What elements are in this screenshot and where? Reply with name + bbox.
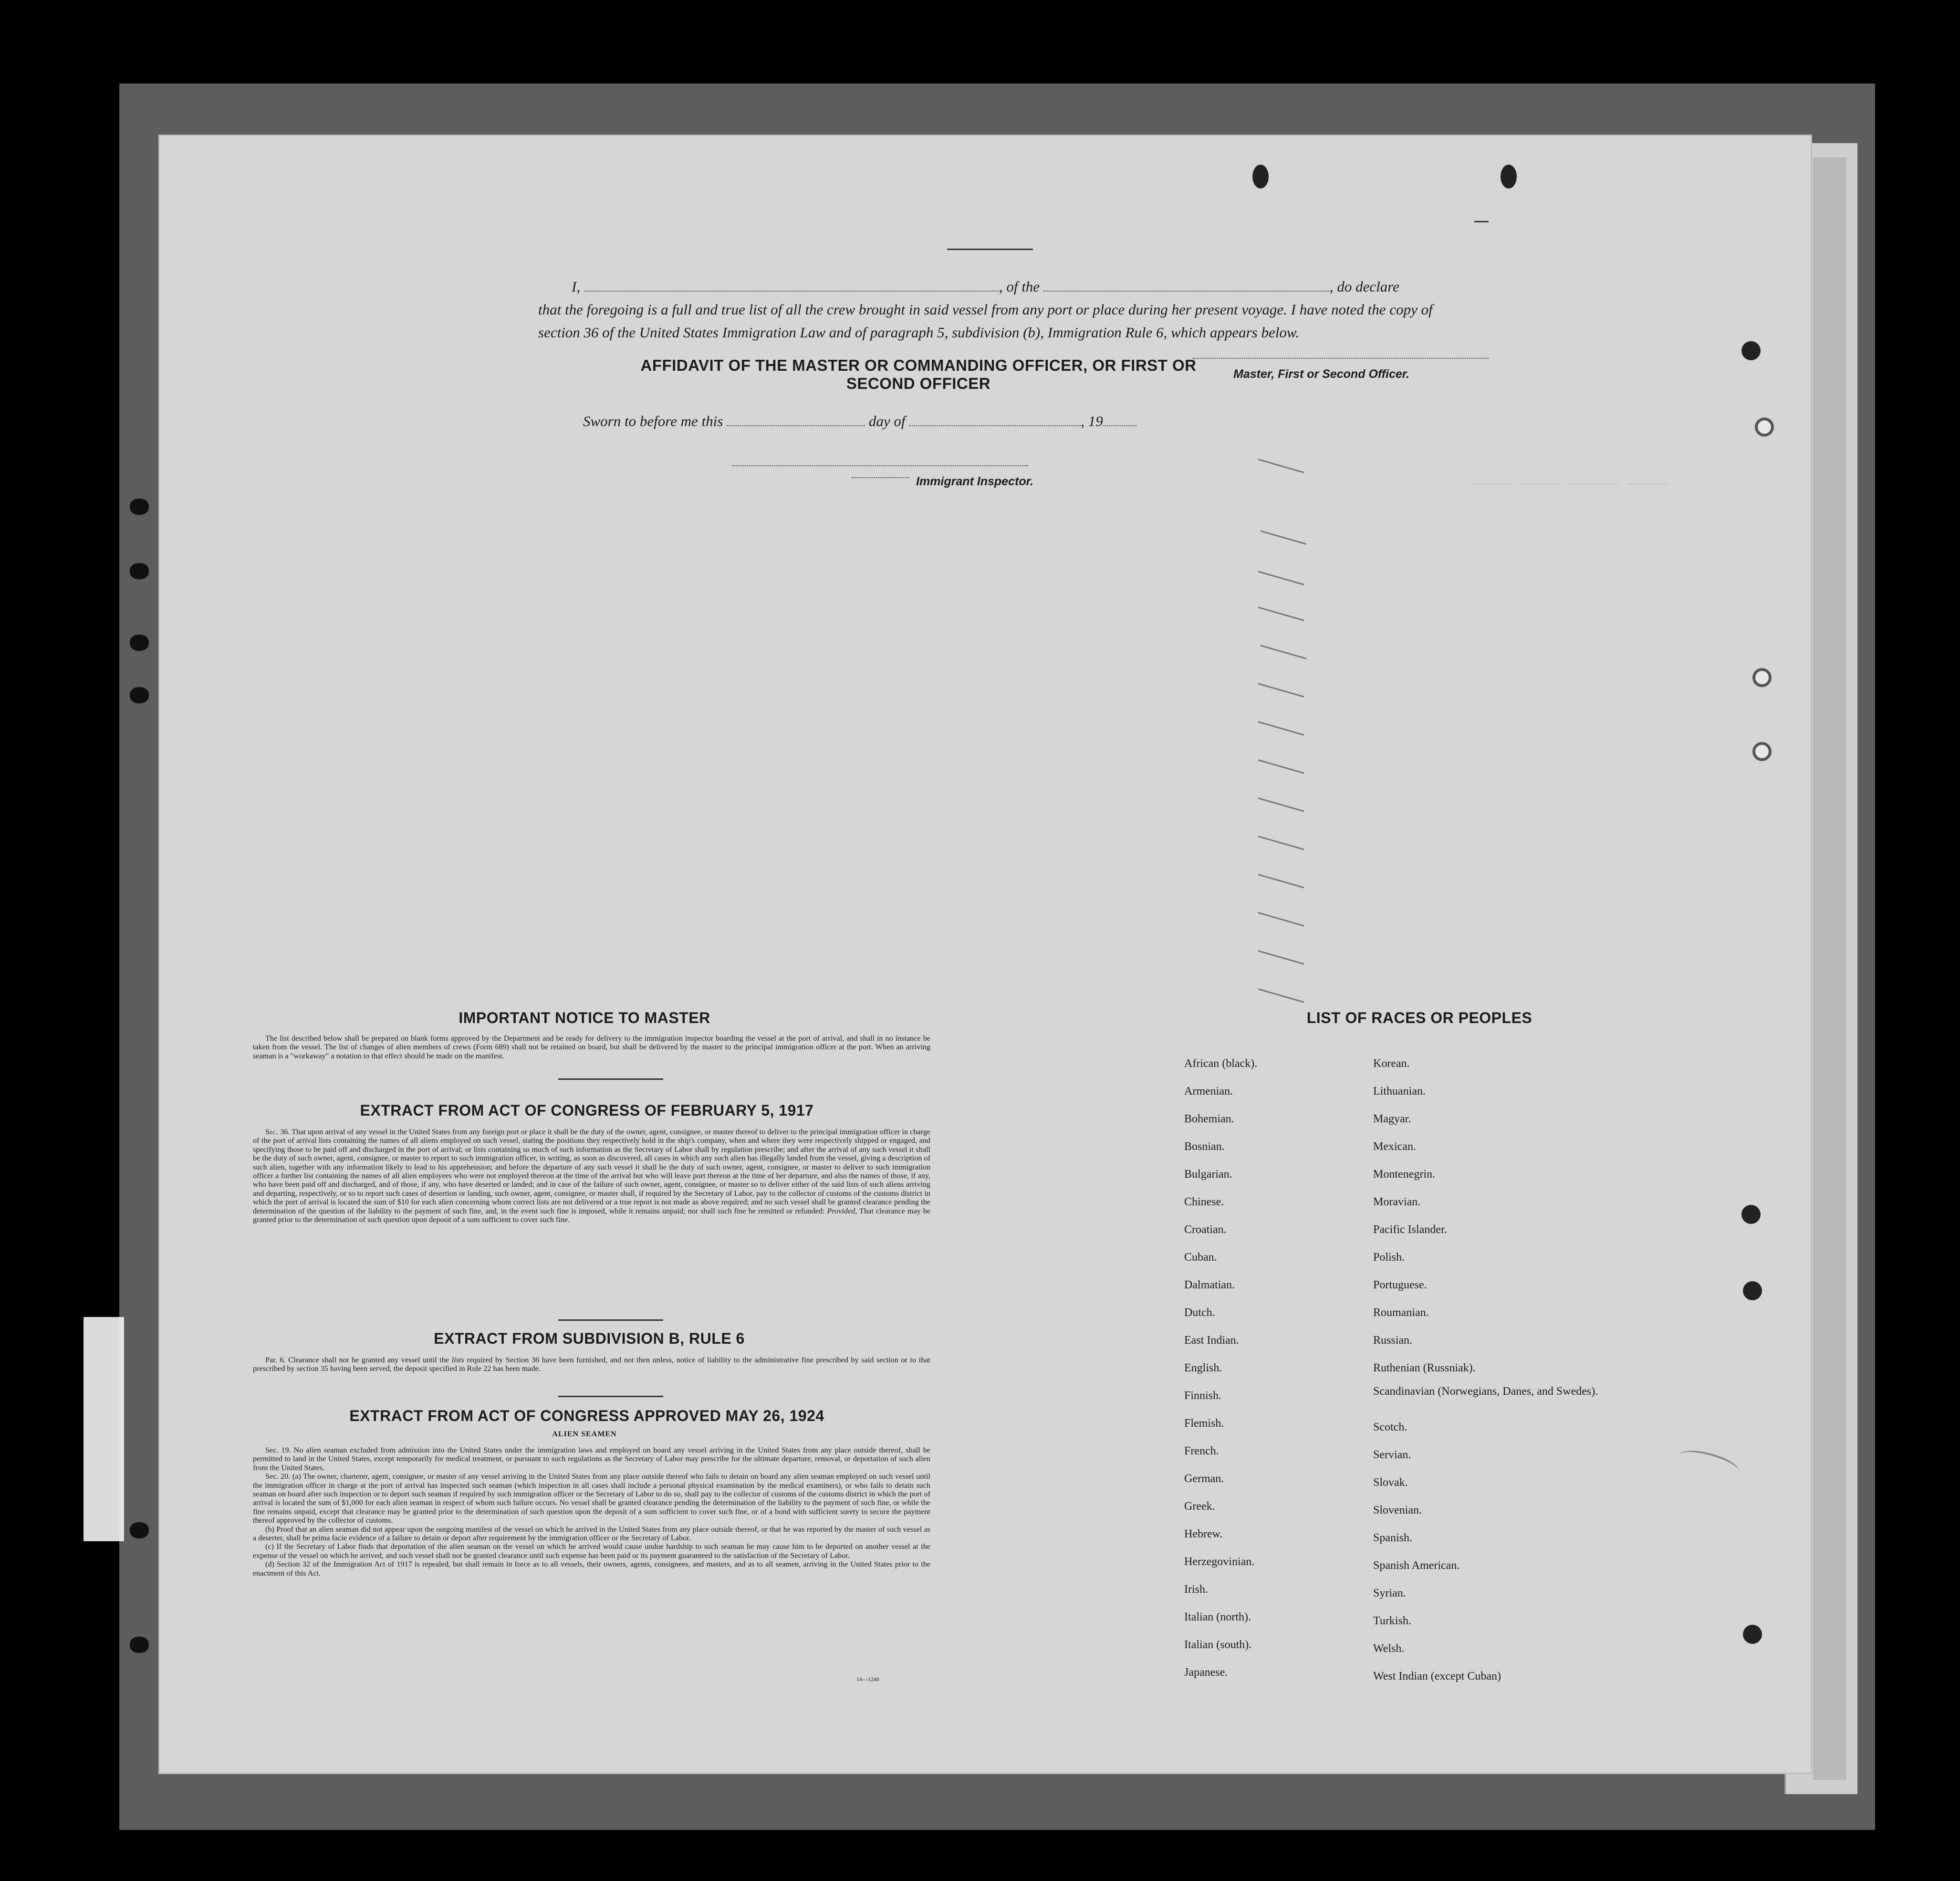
race-item: Greek. <box>1184 1500 1215 1513</box>
rule-6-body-a: Clearance shall not be granted any vessel until the <box>288 1356 449 1364</box>
punch-hole-icon <box>1752 742 1772 761</box>
sec-20c-text: (c) If the Secretary of Labor finds that deportation of the alien seaman on the vessel on which he arrived would cause undue hardship to such seaman he may cause him to be deported on another vessel at the expense of the vessel on which he arrived, and such vessel shall not be granted clearance until such expense has been paid or its payment guaranteed to the satisfaction of the Secretary of Labor. <box>253 1542 930 1560</box>
race-item: Roumanian. <box>1373 1306 1429 1319</box>
tally-mark <box>1258 836 1304 850</box>
pencil-mark <box>1675 1444 1741 1483</box>
binder-ring-icon <box>130 635 149 651</box>
master-signature-line[interactable] <box>1193 358 1489 359</box>
tally-mark <box>1258 721 1304 735</box>
tally-mark <box>1261 645 1307 659</box>
race-item: West Indian (except Cuban) <box>1373 1670 1501 1682</box>
race-item: Scandinavian (Norwegians, Danes, and Swedes). <box>1373 1385 1598 1398</box>
race-item: Pacific Islander. <box>1373 1223 1447 1236</box>
inspector-signature-line[interactable] <box>732 465 1028 466</box>
notice-title: IMPORTANT NOTICE TO MASTER <box>459 1009 710 1026</box>
sworn-year-blank[interactable] <box>1103 425 1136 426</box>
race-item: Dalmatian. <box>1184 1279 1235 1291</box>
races-right-column <box>1373 1050 1598 1690</box>
declaration-line <box>538 275 1607 298</box>
race-item: Portuguese. <box>1373 1279 1427 1291</box>
tally-mark <box>1258 874 1304 888</box>
race-item: Polish. <box>1373 1251 1405 1264</box>
race-item: Lithuanian. <box>1373 1085 1426 1097</box>
race-item: Croatian. <box>1184 1223 1227 1236</box>
torn-tab <box>83 1317 124 1541</box>
declaration-body: that the foregoing is a full and true list of all the crew brought in said vessel from any port or place during her present voyage. I have noted the copy of section 36 of the United States Immigration Law and of paragraph 5, subdivision (b), Immigration Rule 6, which appears below. <box>538 301 1433 341</box>
binder-ring-icon <box>130 563 149 579</box>
sworn-prefix: Sworn to before me this <box>583 413 723 429</box>
race-item: Finnish. <box>1184 1390 1222 1402</box>
race-item: Korean. <box>1373 1057 1410 1070</box>
race-item: Cuban. <box>1184 1251 1217 1264</box>
sec-19-text: Sec. 19. No alien seaman excluded from admission into the United States under the immigration laws and employed on board any vessel arriving in the United States from any place outside thereof, shall be permitted to land in the United States, except temporarily for medical treatment, or pursuant to such regulations as the Secretary of Labor may prescribe for the ultimate departure, removal, or deportation of such alien from the United States. <box>253 1446 930 1472</box>
extract-1924-title: EXTRACT FROM ACT OF CONGRESS APPROVED MAY 26, 1924 <box>349 1407 824 1424</box>
race-item: Italian (north). <box>1184 1611 1251 1623</box>
race-item: East Indian. <box>1184 1334 1239 1347</box>
race-item: Armenian. <box>1184 1085 1233 1097</box>
race-item: Ruthenian (Russniak). <box>1373 1362 1476 1374</box>
race-item: Flemish. <box>1184 1417 1224 1430</box>
race-item: Slovak. <box>1373 1476 1408 1489</box>
race-item: Scotch. <box>1373 1421 1407 1433</box>
inspector-label: Immigrant Inspector. <box>916 475 1033 488</box>
race-item: Spanish. <box>1373 1532 1413 1544</box>
tally-mark <box>1258 683 1304 697</box>
bleed-through-row: ____ ____ _____ ____ <box>1472 470 1667 488</box>
punch-hole-icon <box>1741 341 1761 360</box>
rule-6-text <box>253 1356 930 1373</box>
declaration-i: I, <box>572 278 581 295</box>
punch-hole-icon <box>1252 165 1269 188</box>
sec-20b-text: (b) Proof that an alien seaman did not appear upon the outgoing manifest of the vessel on which he arrived in the United States from any place outside thereof, or that he was reported by the master of such vessel as a deserter, shall be prima facie evidence of a failure to detain or deport after requirement by the immigration officer or the Secretary of Labor. <box>253 1525 930 1543</box>
notice-paragraph: The list described below shall be prepared on blank forms approved by the Department and be ready for delivery to the immigration inspector boarding the vessel at the port of arrival, and shall in no instance be taken from the vessel. The list of changes of alien members of crews (Form 689) shall not be retained on board, but shall be delivered by the master to the principal immigration officer at the port. When an arriving seaman is a "workaway" a notation to that effect should be made on the manifest. <box>253 1034 930 1060</box>
tally-mark <box>1261 530 1307 544</box>
inspector-dots <box>852 477 909 478</box>
race-item: English. <box>1184 1362 1222 1374</box>
tally-mark <box>1258 571 1304 585</box>
race-item: Montenegrin. <box>1373 1168 1435 1181</box>
faint-signature <box>858 1676 886 1727</box>
section-divider <box>558 1319 663 1321</box>
title-divider <box>947 249 1033 250</box>
alien-seamen-subtitle: ALIEN SEAMEN <box>552 1430 617 1438</box>
race-item: Welsh. <box>1373 1642 1405 1655</box>
declaration-declare: , do declare <box>1329 278 1399 295</box>
races-left-column <box>1184 1050 1257 1686</box>
binder-ring-icon <box>130 1522 149 1538</box>
sec-36-body: That upon arrival of any vessel in the United States from any foreign port or place it shall be the duty of the owner, agent, consignee, or master thereof to deliver to the principal immigration officer in charge of the port of arrival lists containing the names of all aliens employed on such vessel, stating the positions they respectively hold in the ship's company, when and where they were respectively shipped or engaged, and specifying those to be paid off and discharged in the port of arrival; or lists containing so much of such information as the Secretary of Labor shall by regulation prescribe; and after the arrival of any such vessel it shall be the duty of such owner, agent, consignee, or master to report to such immigration officer, in writing, as soon as discovered, all cases in which any such alien has illegally landed from the vessel, giving a description of such alien, together with any information likely to lead to his apprehension; and before the departure of any such vessel it shall be the duty of such owner, agent, consignee, or master to deliver to such immigration officer a further list containing the names of all alien employees who were not employed thereon at the time of the arrival but who will leave port thereon at the time of her departure, and also the names of those, if any, who have been paid off and discharged, and of those, if any, who have deserted or landed; and in case of the failure of such owner, agent, consignee, or master so to deliver either of the said lists of such aliens arriving and departing, respectively, or so to report such cases of desertion or landing, such owner, agent, consignee, or master shall, if required by the Secretary of Labor, pay to the collector of customs of the customs district in which the port of arrival is located the sum of $10 for each alien concerning whom correct lists are not delivered or a true report is not made as above required; and no such vessel shall be granted clearance pending the determination of the question of the liability to the payment of such fine, and, in the event such fine is imposed, while it remains unpaid; nor shall such fine be remitted or refunded: <box>253 1128 930 1215</box>
sworn-year-label: , 19 <box>1081 413 1103 429</box>
tally-mark <box>1258 606 1304 621</box>
extract-1917-title: EXTRACT FROM ACT OF CONGRESS OF FEBRUARY 5, 1917 <box>360 1102 814 1119</box>
race-item: Irish. <box>1184 1583 1208 1596</box>
tally-mark <box>1258 912 1304 926</box>
race-item: Slovenian. <box>1373 1504 1422 1516</box>
vessel-blank[interactable] <box>1043 291 1330 292</box>
race-item: Bosnian. <box>1184 1140 1225 1153</box>
race-item: Bulgarian. <box>1184 1168 1232 1181</box>
tally-mark <box>1258 950 1304 964</box>
race-item: French. <box>1184 1445 1219 1457</box>
document-page <box>160 136 1811 1773</box>
race-item: Russian. <box>1373 1334 1413 1347</box>
lists-word: lists <box>451 1356 464 1364</box>
sec-20d-text: (d) Section 32 of the Immigration Act of 1917 is repealed, but shall remain in force as to all vessels, their owners, agents, consignees, and masters, and as to all seamen, arriving in the United States prior to the enactment of this Act. <box>253 1560 930 1578</box>
notice-text <box>253 1034 930 1060</box>
sec-36-tail: That clearance may be granted prior to the determination of such question upon deposit of a sum sufficient to cover such fine. <box>253 1206 931 1224</box>
section-divider <box>558 1078 663 1080</box>
race-item: Dutch. <box>1184 1306 1215 1319</box>
form-number: 14—1240 <box>856 1676 879 1682</box>
sworn-day-blank[interactable] <box>727 425 865 426</box>
race-item: Servian. <box>1373 1449 1411 1461</box>
sworn-month-blank[interactable] <box>909 425 1081 426</box>
punch-hole-icon <box>1755 418 1774 437</box>
race-item: Hebrew. <box>1184 1528 1223 1540</box>
name-blank[interactable] <box>584 291 999 292</box>
tally-mark <box>1258 759 1304 773</box>
sworn-line <box>583 413 1136 430</box>
race-item: Spanish American. <box>1373 1559 1460 1572</box>
margin-dash <box>1474 221 1489 222</box>
punch-hole-icon <box>1752 668 1772 687</box>
race-item: German. <box>1184 1473 1224 1485</box>
sec-36-label: Sec. 36. <box>265 1128 290 1136</box>
punch-hole-icon <box>1743 1281 1762 1300</box>
races-title: LIST OF RACES OR PEOPLES <box>1306 1009 1533 1026</box>
race-item: Mexican. <box>1373 1140 1416 1153</box>
bleed-through-heading <box>441 188 448 219</box>
par-6-label: Par. 6. <box>265 1356 286 1364</box>
race-item: African (black). <box>1184 1057 1258 1070</box>
declaration-text <box>538 275 1607 344</box>
sec-20a-text: Sec. 20. (a) The owner, charterer, agent, consignee, or master of any vessel arriving in the United States from any place outside thereof who fails to detain on board any alien seaman employed on such vessel until the immigration officer in charge at the port of arrival has inspected such seaman (which inspection in all cases shall include a personal physical examination by the medical examiners), or who fails to detain such seaman on board after such inspection or to deport such seaman if required by such immigration officer or the Secretary of Labor to do so, shall pay to the collector of customs of the customs district in which the port of arrival is located the sum of $1,000 for each alien seaman in respect of whom such failure occurs. No vessel shall be granted clearance pending the determination of the liability to the payment of such fine, or while the fine remains unpaid, except that clearance may be granted prior to the determination of such question upon the deposit of a sum sufficient to cover such fine, or of a bond with sufficient surety to secure the payment thereof approved by the collector of customs. <box>253 1472 930 1525</box>
race-item: Japanese. <box>1184 1666 1228 1679</box>
tally-mark <box>1258 797 1304 812</box>
race-item: Bohemian. <box>1184 1113 1234 1125</box>
master-signature-label: Master, First or Second Officer. <box>1233 367 1410 381</box>
punch-hole-icon <box>1743 1625 1762 1644</box>
race-item: Chinese. <box>1184 1196 1224 1208</box>
sworn-day-label: day of <box>868 413 906 429</box>
binder-ring-icon <box>130 687 149 703</box>
race-item: Herzegovinian. <box>1184 1556 1255 1568</box>
declaration-of-the: , of the <box>999 278 1040 295</box>
race-item: Italian (south). <box>1184 1639 1252 1651</box>
race-item: Moravian. <box>1373 1196 1421 1208</box>
punch-hole-icon <box>1501 165 1517 188</box>
provided-word: Provided, <box>827 1206 857 1215</box>
binder-ring-icon <box>130 499 149 515</box>
section-divider <box>558 1396 663 1397</box>
race-item: Turkish. <box>1373 1615 1411 1627</box>
punch-hole-icon <box>1741 1205 1761 1224</box>
race-item: Syrian. <box>1373 1587 1406 1599</box>
tally-mark <box>1258 459 1304 473</box>
underlying-page-edge-2 <box>1813 157 1846 1780</box>
race-item: Magyar. <box>1373 1113 1411 1125</box>
binder-ring-icon <box>130 1637 149 1653</box>
rule-6-title: EXTRACT FROM SUBDIVISION B, RULE 6 <box>434 1330 745 1347</box>
extract-1924-text <box>253 1446 930 1578</box>
extract-1917-text <box>253 1128 930 1224</box>
tally-mark <box>1258 988 1304 1003</box>
affidavit-title: AFFIDAVIT OF THE MASTER OR COMMANDING OFFICER, OR FIRST OR SECOND OFFICER <box>640 356 1197 392</box>
rule-6-body-b: required by Section 36 have been furnished, and not then unless, notice of liability to the administrative fine prescribed by said section or to that prescribed by section 35 having been served, the deposit specified in Rule 22 has been made. <box>253 1356 931 1373</box>
